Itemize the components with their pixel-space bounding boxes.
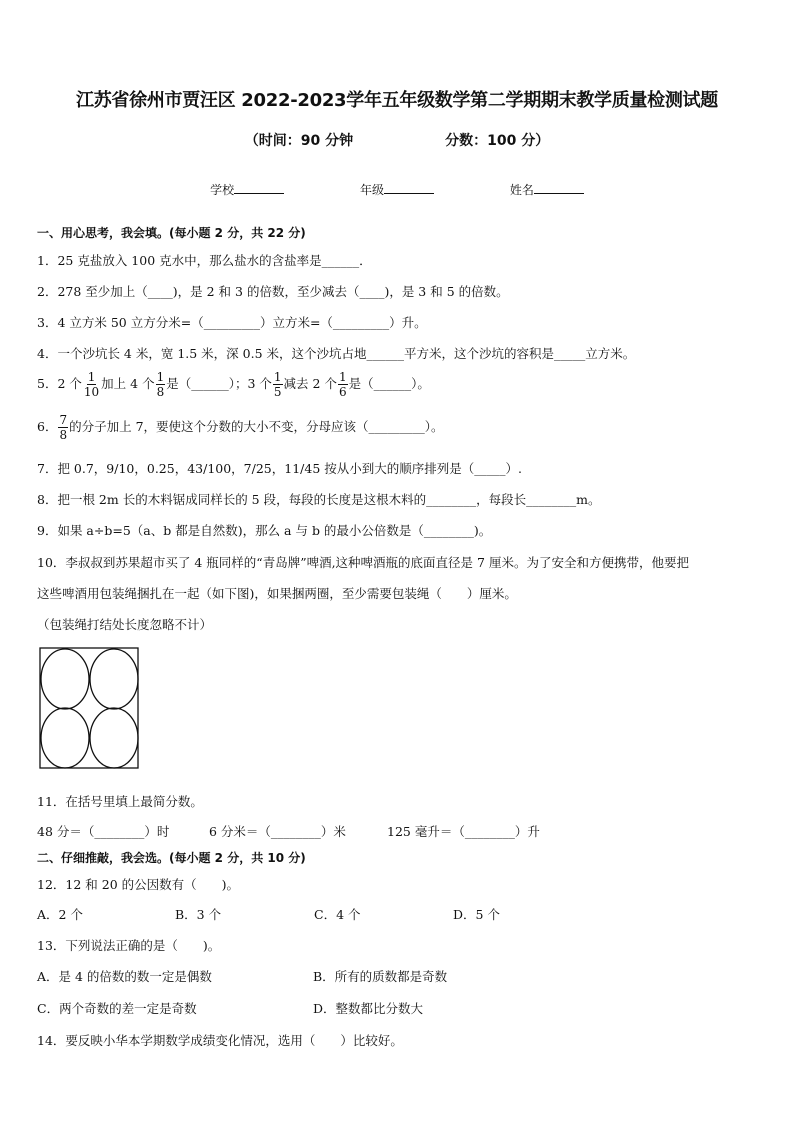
question-8: 8．把一根 2m 长的木料锯成同样长的 5 段，每段的长度是这根木料的________，每段长________m。 [37,492,601,507]
q5-text-b: 加上 4 个 [101,376,155,391]
exam-score: 分数：100 分） [445,133,550,149]
q13-option-b[interactable]: B．所有的质数都是奇数 [313,969,448,984]
question-7: 7．把 0.7，9/10，0.25，43/100，7/25，11/45 按从小到大的顺序排列是（_____）. [37,461,522,476]
q5-text-a: 5．2 个 [37,376,82,391]
q12-option-c[interactable]: C．4 个 [314,907,361,922]
grade-field[interactable] [360,181,434,198]
q12-option-b[interactable]: B．3 个 [175,907,222,922]
name-field[interactable] [510,181,584,198]
q11-part-1: 48 分＝（________）时 [37,824,170,839]
q12-option-a[interactable]: A．2 个 [37,907,83,922]
section1-heading: 一、用心思考，我会填。(每小题 2 分，共 22 分) [37,226,306,240]
section2-heading: 二、仔细推敲，我会选。(每小题 2 分，共 10 分) [37,851,306,865]
frac-num: 1 [338,370,347,384]
grade-blank[interactable] [384,181,434,194]
bottle-circle [41,649,89,709]
question-12: 12．12 和 20 的公因数有（ )。 [37,877,240,892]
q11-part-2: 6 分米＝（________）米 [209,824,346,839]
q6-text-a: 6． [37,419,58,434]
fraction-1-6 [338,370,348,399]
question-13-options-row2 [37,999,423,1017]
q11-part-3: 125 毫升＝（________）升 [387,824,540,839]
frac-den: 8 [156,385,165,399]
frac-den: 10 [83,385,100,399]
frac-num: 1 [273,370,282,384]
question-10-note: （包装绳打结处长度忽略不计） [37,617,213,632]
q5-text-c: 是（______）；3 个 [166,376,272,391]
question-13-options-row1 [37,967,447,985]
q6-text-b: 的分子加上 7，要使这个分数的大小不变，分母应该（_________）。 [69,419,444,434]
q13-option-d[interactable]: D．整数都比分数大 [313,1001,424,1016]
bottle-circle [90,708,138,768]
school-field[interactable] [210,181,284,198]
q13-option-c[interactable]: C．两个奇数的差一定是奇数 [37,1001,197,1016]
fraction-1-10 [83,370,100,399]
bundle-rope [40,648,138,768]
question-13: 13．下列说法正确的是（ )。 [37,938,221,953]
question-14: 14．要反映小华本学期数学成绩变化情况，选用（ ）比较好。 [37,1033,403,1048]
school-blank[interactable] [234,181,284,194]
frac-den: 6 [338,385,347,399]
question-6 [37,413,444,442]
q5-text-d: 减去 2 个 [283,376,337,391]
q12-option-d[interactable]: D．5 个 [453,907,500,922]
school-label: 学校 [210,183,235,197]
question-4: 4．一个沙坑长 4 米，宽 1.5 米，深 0.5 米，这个沙坑占地______平方米，这个沙坑的容积是_____立方米。 [37,346,636,361]
fraction-1-5 [273,370,283,399]
question-10-line1: 10．李叔叔到苏果超市买了 4 瓶同样的“青岛牌”啤酒,这种啤酒瓶的底面直径是 7 厘米。为了安全和方便携带，他要把 [37,555,689,570]
question-2: 2．278 至少加上（____)，是 2 和 3 的倍数，至少减去（____)，是 3 和 5 的倍数。 [37,284,509,299]
fraction-1-8 [156,370,166,399]
name-label: 姓名 [509,183,534,197]
question-3: 3．4 立方米 50 立方分米=（_________）立方米=（_________）升。 [37,315,427,330]
bottles-bundle-figure [38,646,142,776]
grade-label: 年级 [359,183,384,197]
bottles-diagram [38,646,142,772]
frac-num: 7 [59,413,68,427]
student-info [0,181,794,198]
name-blank[interactable] [534,181,584,194]
frac-den: 8 [59,428,68,442]
fraction-7-8 [58,413,68,442]
bottle-circle [41,708,89,768]
question-5 [37,370,430,399]
frac-num: 1 [87,370,96,384]
question-12-options [37,905,500,923]
question-11-parts [37,822,540,840]
question-10-line2: 这些啤酒用包装绳捆扎在一起（如下图)，如果捆两圈，至少需要包装绳（ ）厘米。 [37,586,517,601]
frac-den: 5 [273,385,282,399]
exam-meta [0,130,794,150]
question-11: 11．在括号里填上最简分数。 [37,794,203,809]
page-title: 江苏省徐州市贾汪区 2022-2023学年五年级数学第二学期期末教学质量检测试题 [76,90,718,111]
q13-option-a[interactable]: A．是 4 的倍数的数一定是偶数 [37,969,212,984]
question-1: 1．25 克盐放入 100 克水中，那么盐水的含盐率是______． [37,253,372,268]
question-9: 9．如果 a÷b=5（a、b 都是自然数)，那么 a 与 b 的最小公倍数是（________)。 [37,523,492,538]
exam-time: （时间：90 分钟 [244,133,354,149]
frac-num: 1 [156,370,165,384]
q5-text-e: 是（______）。 [348,376,430,391]
bottle-circle [90,649,138,709]
